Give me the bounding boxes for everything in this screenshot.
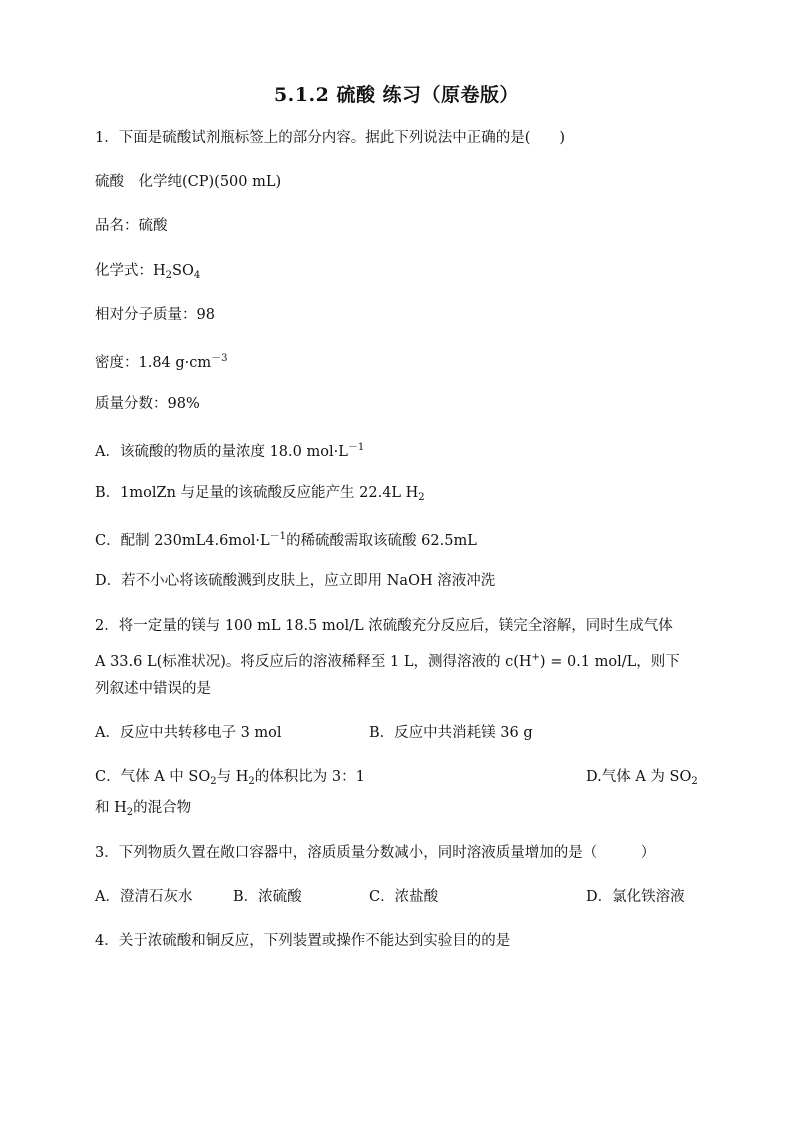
q1-option-c bbox=[95, 527, 477, 551]
q2-option-d-line2-sub: 2 bbox=[126, 807, 134, 818]
formula-h: H bbox=[153, 263, 166, 279]
q2-option-c-sub2: 2 bbox=[248, 776, 255, 787]
q2-stem-line1: 2．将一定量的镁与 100 mL 18.5 mol/L 浓硫酸充分反应后，镁完全溶解，同时生成气体 bbox=[95, 618, 673, 634]
q2-option-d-a: D.气体 A 为 SO bbox=[586, 769, 692, 785]
formula-sub-4: 4 bbox=[193, 270, 201, 281]
q1-label-line1: 硫酸 化学纯(CP)(500 mL) bbox=[95, 174, 282, 190]
q1-label-formula bbox=[95, 261, 200, 286]
q2-option-c bbox=[95, 767, 365, 792]
q1-stem: 1．下面是硫酸试剂瓶标签上的部分内容。据此下列说法中正确的是( ) bbox=[95, 130, 566, 146]
formula-so: SO bbox=[172, 263, 194, 279]
q1-option-a bbox=[95, 438, 364, 462]
q1-option-b-text: B．1molZn 与足量的该硫酸反应能产生 22.4L H bbox=[95, 485, 419, 501]
q2-stem-line2 bbox=[95, 648, 680, 672]
q2-option-b: B．反应中共消耗镁 36 g bbox=[369, 725, 533, 741]
q1-option-b-sub: 2 bbox=[418, 492, 425, 503]
q4-stem: 4．关于浓硫酸和铜反应，下列装置或操作不能达到实验目的的是 bbox=[95, 933, 511, 949]
q1-option-a-sup: －1 bbox=[347, 442, 365, 453]
q1-label-mass: 相对分子质量：98 bbox=[95, 307, 215, 323]
q2-line2-b: ) = 0.1 mol/L，则下 bbox=[539, 654, 680, 670]
q2-option-d-sub: 2 bbox=[691, 776, 698, 787]
page-title: 5.1.2 硫酸 练习（原卷版） bbox=[273, 84, 520, 106]
q3-option-a: A．澄清石灰水 bbox=[95, 889, 193, 905]
q2-option-c-b: 与 H bbox=[216, 769, 249, 785]
formula-prefix: 化学式： bbox=[95, 263, 153, 279]
q3-option-d: D．氯化铁溶液 bbox=[586, 889, 685, 905]
q2-option-c-sub1: 2 bbox=[210, 776, 217, 787]
q1-option-d: D．若不小心将该硫酸溅到皮肤上，应立即用 NaOH 溶液冲洗 bbox=[95, 573, 496, 589]
q1-option-c-sup: －1 bbox=[269, 531, 287, 542]
q2-option-d-line2 bbox=[95, 798, 191, 823]
q2-option-a: A．反应中共转移电子 3 mol bbox=[95, 725, 282, 741]
q1-option-a-text: A．该硫酸的物质的量浓度 18.0 mol·L bbox=[95, 444, 348, 460]
formula-sub-2: 2 bbox=[165, 270, 173, 281]
q2-line2-sup: + bbox=[531, 652, 540, 663]
q1-label-density bbox=[95, 349, 228, 373]
density-text: 密度：1.84 g·cm bbox=[95, 355, 212, 371]
q2-option-c-c: 的体积比为 3：1 bbox=[254, 769, 365, 785]
q2-option-d bbox=[586, 767, 698, 792]
q2-line2-a: A 33.6 L(标准状况)。将反应后的溶液稀释至 1 L，测得溶液的 c(H bbox=[95, 654, 532, 670]
q2-stem-line3: 列叙述中错误的是 bbox=[95, 681, 211, 697]
q3-option-b: B．浓硫酸 bbox=[233, 889, 302, 905]
q2-option-d-line2-a: 和 H bbox=[95, 800, 127, 816]
q3-option-c: C．浓盐酸 bbox=[369, 889, 439, 905]
q2-option-d-line2-b: 的混合物 bbox=[133, 800, 192, 816]
q3-stem: 3．下列物质久置在敞口容器中，溶质质量分数减小，同时溶液质量增加的是（ ） bbox=[95, 845, 656, 861]
q1-option-b bbox=[95, 483, 425, 508]
q1-option-c-text1: C．配制 230mL4.6mol·L bbox=[95, 533, 270, 549]
q1-label-fraction: 质量分数：98% bbox=[95, 396, 200, 412]
q1-option-c-text2: 的稀硫酸需取该硫酸 62.5mL bbox=[286, 533, 477, 549]
density-sup: －3 bbox=[211, 353, 228, 364]
q1-label-name: 品名：硫酸 bbox=[95, 218, 168, 234]
q2-option-c-a: C．气体 A 中 SO bbox=[95, 769, 211, 785]
